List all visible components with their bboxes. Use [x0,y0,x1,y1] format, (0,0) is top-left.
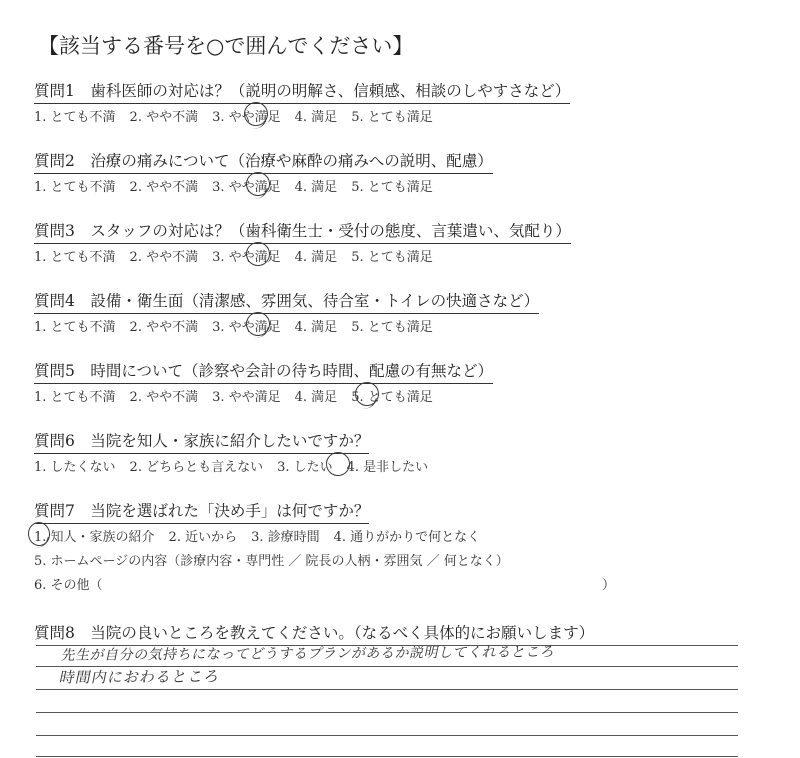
q7-option-2[interactable]: 2. 近いから [168,530,238,545]
q3-option-4[interactable]: 4. 満足 [294,250,338,265]
q2-option-2[interactable]: 2. やや不満 [129,180,199,195]
q4-option-2[interactable]: 2. やや不満 [129,320,199,335]
q7-option-4[interactable]: 4. 通りがかりで何となく [333,530,481,545]
q7-option-3[interactable]: 3. 診療時間 [251,530,320,545]
q7-option-1[interactable]: 1. 知人・家族の紹介 [34,530,155,545]
answer-line-5 [36,735,738,736]
question-8: 質問8 当院の良いところを教えてください。（なるべく具体的にお願いします） [34,624,595,642]
q4-option-3[interactable]: 3. やや満足 [212,320,281,335]
q8-handwritten-answer-1: 先生が自分の気持ちになってどうするプランがあるか説明してくれるところ [59,644,557,664]
q2-option-5[interactable]: 5. とても満足 [351,180,433,195]
q5-option-2[interactable]: 2. やや不満 [129,390,199,405]
q5-option-1[interactable]: 1. とても不満 [34,390,116,405]
q6-option-4[interactable]: 4. 是非したい [346,460,429,475]
question-2: 質問2 治療の痛みについて（治療や麻酔の痛みへの説明、配慮） [34,149,493,174]
q2-option-4[interactable]: 4. 満足 [294,180,338,195]
question-3-options [34,246,447,265]
q4-option-1[interactable]: 1. とても不満 [34,320,116,335]
q4-option-4[interactable]: 4. 満足 [294,320,338,335]
question-5-options [34,386,447,405]
question-4: 質問4 設備・衛生面（清潔感、雰囲気、待合室・トイレの快適さなど） [34,289,539,314]
q3-option-5[interactable]: 5. とても満足 [351,250,433,265]
answer-line-3 [36,689,738,690]
q7-answer-circle-tail [34,534,49,551]
question-6-options [34,456,442,475]
q2-answer-circle-tail [253,185,268,202]
q5-answer-circle-tail [362,395,377,412]
question-1-options [34,106,447,125]
q1-option-4[interactable]: 4. 満足 [294,110,338,125]
question-6: 質問6 当院を知人・家族に紹介したいですか？ [34,429,369,454]
q6-option-1[interactable]: 1. したくない [34,460,116,475]
q4-option-5[interactable]: 5. とても満足 [351,320,433,335]
question-1: 質問1 歯科医師の対応は？（説明の明解さ、信頼感、相談のしやすさなど） [34,79,570,104]
q1-option-1[interactable]: 1. とても不満 [34,110,116,125]
question-2-options [34,176,447,195]
answer-line-4 [36,712,738,713]
q3-option-3[interactable]: 3. やや満足 [212,250,281,265]
q5-option-5[interactable]: 5. とても満足 [351,390,433,405]
q1-option-3[interactable]: 3. やや満足 [212,110,281,125]
question-5: 質問5 時間について（診察や会計の待ち時間、配慮の有無など） [34,359,493,384]
q7-option-5[interactable]: 5. ホームページの内容（診療内容・専門性 ／ 院長の人柄・雰囲気 ／ 何となく） [34,554,509,569]
question-4-options [34,316,447,335]
question-7-options-row1 [34,526,494,545]
page-title: 【該当する番号を○で囲んでください】 [38,34,414,58]
q3-option-2[interactable]: 2. やや不満 [129,250,199,265]
q5-option-3[interactable]: 3. やや満足 [212,390,281,405]
question-3: 質問3 スタッフの対応は？（歯科衛生士・受付の態度、言葉遣い、気配り） [34,219,571,244]
q2-option-1[interactable]: 1. とても不満 [34,180,116,195]
q7-option-6-close: ） [602,578,616,593]
question-7: 質問7 当院を選ばれた「決め手」は何ですか？ [34,499,369,524]
q7-option-6[interactable]: 6. その他（ [34,578,103,593]
q5-option-4[interactable]: 4. 満足 [294,390,338,405]
q8-handwritten-answer-2: 時間内におわるところ [57,667,222,687]
answer-line-6 [36,756,738,757]
q1-answer-circle-tail [252,115,267,132]
q6-option-3[interactable]: 3. したい [277,460,333,475]
q4-answer-circle-tail [254,324,269,341]
q1-option-2[interactable]: 2. やや不満 [129,110,199,125]
q1-option-5[interactable]: 5. とても満足 [351,110,433,125]
q2-option-3[interactable]: 3. やや満足 [212,180,281,195]
q3-option-1[interactable]: 1. とても不満 [34,250,116,265]
q6-option-2[interactable]: 2. どちらとも言えない [129,460,264,475]
